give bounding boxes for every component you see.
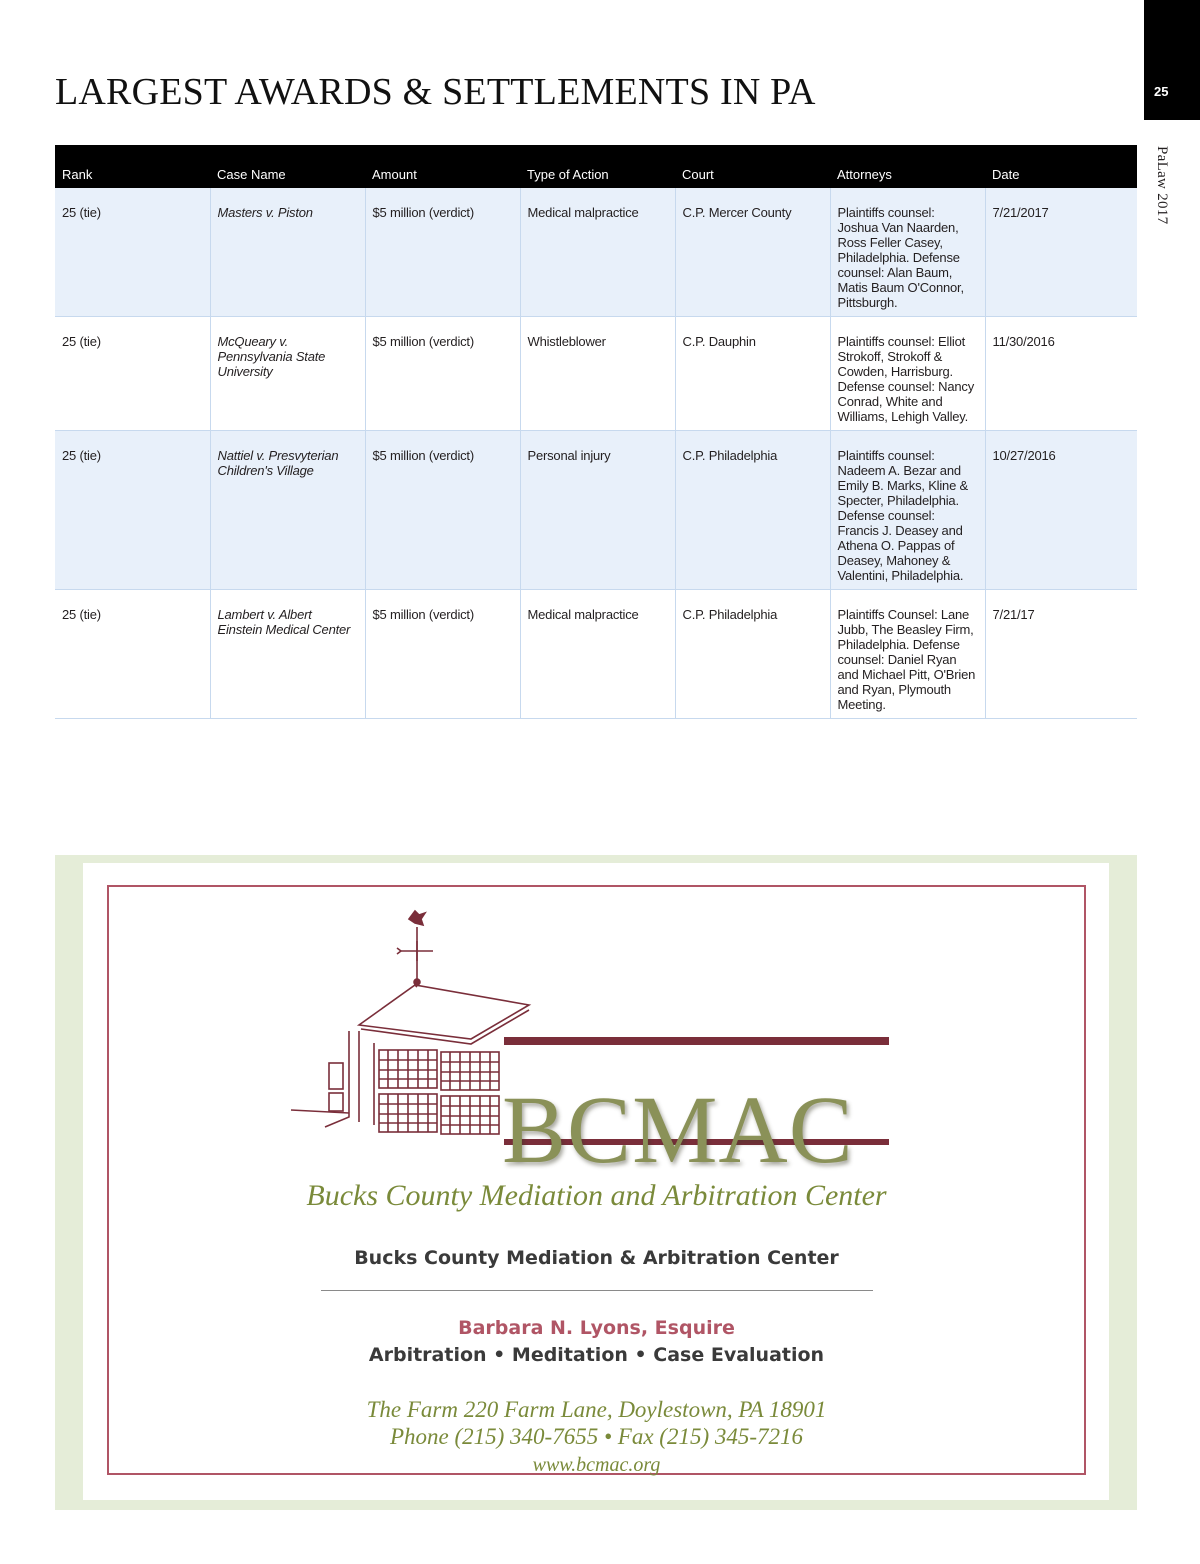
ad-panel xyxy=(83,863,1109,1500)
address: The Farm 220 Farm Lane, Doylestown, PA 18901 xyxy=(366,1397,827,1422)
cell-attorneys: Plaintiffs Counsel: Lane Jubb, The Beasley Firm, Philadelphia. Defense counsel: Daniel Ryan and Michael Pitt, O'Brien and Ryan, Plymouth Meeting. xyxy=(830,590,985,719)
table-header-row xyxy=(55,145,1137,188)
cell-attorneys: Plaintiffs counsel: Nadeem A. Bezar and Emily B. Marks, Kline & Specter, Philadelphia. Defense counsel: Francis J. Deasey and Athena O. Pappas of Deasey, Mahoney & Valentini, Philadelphia. xyxy=(830,431,985,590)
cell-rank: 25 (tie) xyxy=(55,431,210,590)
header-case-name: Case Name xyxy=(210,145,365,188)
publication-label: PaLaw 2017 xyxy=(1154,146,1170,225)
cell-case-name: Masters v. Piston xyxy=(210,188,365,317)
phone-fax: Phone (215) 340-7655 • Fax (215) 345-7216 xyxy=(389,1424,804,1449)
header-rank: Rank xyxy=(55,145,210,188)
cell-date: 7/21/17 xyxy=(985,590,1137,719)
divider xyxy=(321,1290,873,1291)
cell-type: Medical malpractice xyxy=(520,188,675,317)
services-list: Arbitration • Meditation • Case Evaluation xyxy=(368,1344,825,1366)
cell-rank: 25 (tie) xyxy=(55,188,210,317)
cell-rank: 25 (tie) xyxy=(55,317,210,431)
cell-amount: $5 million (verdict) xyxy=(365,317,520,431)
ad-frame xyxy=(107,885,1086,1475)
cell-court: C.P. Philadelphia xyxy=(675,431,830,590)
cell-type: Medical malpractice xyxy=(520,590,675,719)
page-title: LARGEST AWARDS & SETTLEMENTS IN PA xyxy=(55,71,816,113)
cell-amount: $5 million (verdict) xyxy=(365,431,520,590)
header-type-of-action: Type of Action xyxy=(520,145,675,188)
table-row xyxy=(55,188,1137,317)
cell-date: 11/30/2016 xyxy=(985,317,1137,431)
awards-table xyxy=(55,145,1137,719)
header-attorneys: Attorneys xyxy=(830,145,985,188)
header-amount: Amount xyxy=(365,145,520,188)
logo-tagline: Bucks County Mediation and Arbitration Center xyxy=(306,1179,887,1212)
bcmac-logo-text: BCMAC xyxy=(502,1076,854,1183)
cell-attorneys: Plaintiffs counsel: Joshua Van Naarden, Ross Feller Casey, Philadelphia. Defense counsel: Alan Baum, Matis Baum O'Connor, Pittsburgh. xyxy=(830,188,985,317)
cell-court: C.P. Mercer County xyxy=(675,188,830,317)
page-number-tab xyxy=(1144,0,1200,120)
table-row xyxy=(55,590,1137,719)
cell-court: C.P. Philadelphia xyxy=(675,590,830,719)
cell-type: Personal injury xyxy=(520,431,675,590)
cell-case-name: Lambert v. Albert Einstein Medical Center xyxy=(210,590,365,719)
cell-date: 7/21/2017 xyxy=(985,188,1137,317)
cell-court: C.P. Dauphin xyxy=(675,317,830,431)
page-number: 25 xyxy=(1154,84,1169,99)
cell-case-name: Nattiel v. Presvyterian Children's Village xyxy=(210,431,365,590)
cell-type: Whistleblower xyxy=(520,317,675,431)
table-row xyxy=(55,431,1137,590)
cell-rank: 25 (tie) xyxy=(55,590,210,719)
cell-amount: $5 million (verdict) xyxy=(365,188,520,317)
cell-attorneys: Plaintiffs counsel: Elliot Strokoff, Strokoff & Cowden, Harrisburg. Defense counsel: Nancy Conrad, White and Williams, Lehigh Valley. xyxy=(830,317,985,431)
header-court: Court xyxy=(675,145,830,188)
cell-amount: $5 million (verdict) xyxy=(365,590,520,719)
website-link[interactable]: www.bcmac.org xyxy=(532,1454,661,1476)
header-date: Date xyxy=(985,145,1137,188)
bcmac-advertisement xyxy=(55,855,1137,1510)
cell-case-name: McQueary v. Pennsylvania State University xyxy=(210,317,365,431)
center-name: Bucks County Mediation & Arbitration Center xyxy=(354,1247,839,1269)
cell-date: 10/27/2016 xyxy=(985,431,1137,590)
table-row xyxy=(55,317,1137,431)
contact-person: Barbara N. Lyons, Esquire xyxy=(458,1317,735,1339)
